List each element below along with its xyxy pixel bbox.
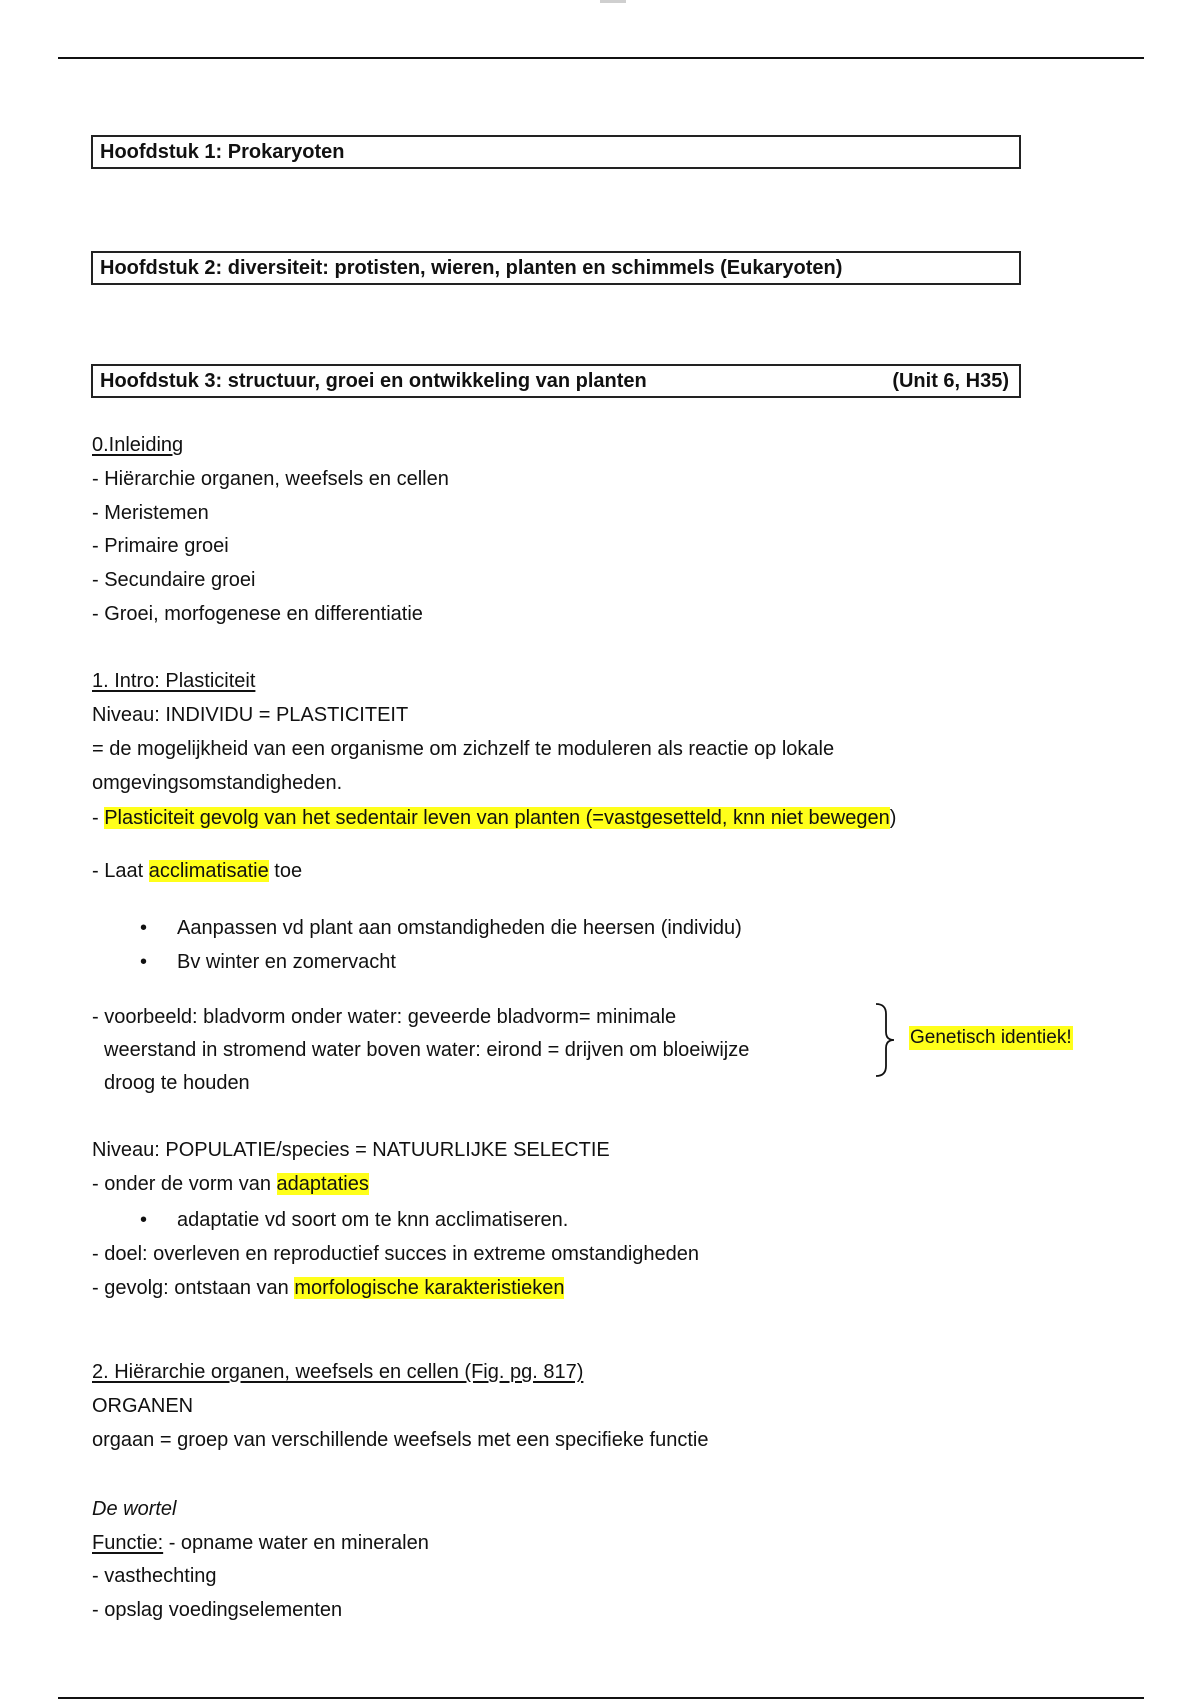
- bullet-item: adaptatie vd soort om te knn acclimatiseren.: [177, 1209, 569, 1231]
- bullet-dot: •: [140, 1209, 148, 1231]
- intro-heading: 0.Inleiding: [92, 434, 184, 456]
- definition-line-1: = de mogelijkheid van een organisme om zichzelf te moduleren als reactie op lokale: [92, 738, 835, 760]
- chapter-3-box: [91, 364, 1021, 398]
- plasticity-line: [92, 805, 896, 831]
- example-line-3: droog te houden: [104, 1072, 250, 1094]
- chapter-3-title: Hoofdstuk 3: structuur, groei en ontwikkeling van planten: [100, 370, 647, 392]
- acclimatisation-post: toe: [268, 860, 303, 882]
- example-line-2: weerstand in stromend water boven water: eirond = drijven om bloeiwijze: [104, 1039, 750, 1061]
- chapter-3-ref: (Unit 6, H35): [892, 370, 1009, 392]
- plasticity-highlight: Plasticiteit gevolg van het sedentair leven van planten (=vastgesetteld, knn niet bewegen: [104, 807, 890, 829]
- level-individual: Niveau: INDIVIDU = PLASTICITEIT: [92, 704, 409, 726]
- result-highlight: morfologische karakteristieken: [294, 1277, 565, 1299]
- level-population: Niveau: POPULATIE/species = NATUURLIJKE SELECTIE: [92, 1139, 610, 1161]
- chapter-1-box: [91, 135, 1021, 169]
- organs-label: ORGANEN: [92, 1395, 194, 1417]
- result-pre: - gevolg: ontstaan van: [92, 1277, 295, 1299]
- section-2-heading: 2. Hiërarchie organen, weefsels en cellen (Fig. pg. 817): [92, 1361, 584, 1383]
- section-1-heading: 1. Intro: Plasticiteit: [92, 670, 256, 692]
- organ-definition: orgaan = groep van verschillende weefsels met een specifieke functie: [92, 1429, 709, 1451]
- intro-item: - Groei, morfogenese en differentiatie: [92, 603, 423, 625]
- root-title: De wortel: [92, 1498, 177, 1520]
- top-rule: [58, 57, 1144, 59]
- result-line: [92, 1275, 564, 1301]
- bottom-rule: [58, 1697, 1144, 1699]
- function-line: [92, 1530, 429, 1556]
- adaptation-line: [92, 1171, 369, 1197]
- header-mark: [600, 0, 626, 3]
- chapter-2-box: [91, 251, 1021, 285]
- bullet-dot: •: [140, 951, 148, 973]
- intro-item: - Meristemen: [92, 502, 209, 524]
- function-item: - opslag voedingselementen: [92, 1599, 343, 1621]
- intro-item: - Secundaire groei: [92, 569, 256, 591]
- definition-line-2: omgevingsomstandigheden.: [92, 772, 343, 794]
- acclimatisation-highlight: acclimatisatie: [148, 860, 269, 882]
- bullet-dot: •: [140, 917, 148, 939]
- intro-item: - Primaire groei: [92, 535, 229, 557]
- plasticity-end: ): [889, 807, 897, 829]
- bullet-item: Aanpassen vd plant aan omstandigheden die heersen (individu): [177, 917, 742, 939]
- example-line-1: - voorbeeld: bladvorm onder water: geveerde bladvorm= minimale: [92, 1006, 677, 1028]
- chapter-2-title: Hoofdstuk 2: diversiteit: protisten, wieren, planten en schimmels (Eukaryoten): [100, 257, 843, 279]
- intro-item: - Hiërarchie organen, weefsels en cellen: [92, 468, 449, 490]
- adaptation-highlight: adaptaties: [276, 1173, 369, 1195]
- function-label: Functie:: [92, 1532, 164, 1554]
- plasticity-dash: -: [92, 807, 105, 829]
- function-first: - opname water en mineralen: [163, 1532, 429, 1554]
- adaptation-pre: - onder de vorm van: [92, 1173, 277, 1195]
- function-item: - vasthechting: [92, 1565, 217, 1587]
- goal-line: - doel: overleven en reproductief succes in extreme omstandigheden: [92, 1243, 700, 1265]
- bullet-item: Bv winter en zomervacht: [177, 951, 396, 973]
- acclimatisation-line: [92, 858, 302, 884]
- curly-brace-icon: [868, 1002, 898, 1078]
- acclimatisation-pre: - Laat: [92, 860, 149, 882]
- genetic-note: Genetisch identiek!: [910, 1027, 1072, 1048]
- chapter-1-title: Hoofdstuk 1: Prokaryoten: [100, 141, 345, 163]
